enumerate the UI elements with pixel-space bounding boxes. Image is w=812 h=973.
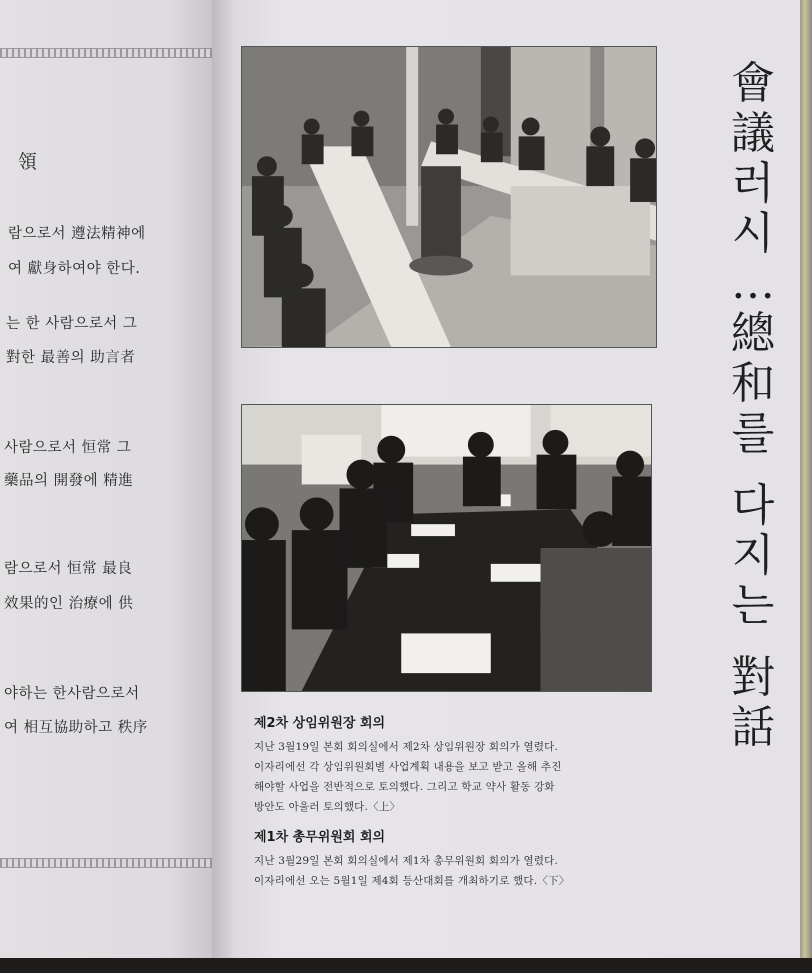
- title-char: 지: [731, 530, 775, 581]
- meeting-photo-bottom: [241, 404, 652, 692]
- title-char: 和: [731, 358, 775, 409]
- left-text-line: 여 相互協助하고 秩序: [4, 720, 148, 736]
- title-char: 러: [731, 158, 775, 209]
- caption-line: 해야할 사업을 전반적으로 토의했다. 그리고 학교 약사 활동 강화: [254, 781, 555, 793]
- title-char: 話: [731, 702, 775, 753]
- caption-line: 이자리에선 오는 5월1일 제4회 등산대회를 개최하기로 했다.〈下〉: [254, 875, 570, 887]
- decorative-border-top: [0, 48, 212, 58]
- decorative-border-bottom: [0, 858, 212, 868]
- caption-line: 이자리에선 각 상임위원회별 사업계획 내용을 보고 받고 올해 추진: [254, 761, 562, 773]
- title-char: 는: [731, 580, 775, 631]
- title-char: 會: [731, 58, 775, 109]
- title-char: 議: [731, 108, 775, 159]
- caption-general-affairs: [254, 826, 654, 891]
- title-char: 總: [731, 308, 775, 359]
- left-page: [0, 0, 212, 958]
- caption-heading: 제2차 상임위원장 회의: [254, 716, 386, 731]
- caption-line: 지난 3월29일 본회 회의실에서 제1차 총무위원회 회의가 열렸다.: [254, 855, 559, 867]
- left-page-heading: 領: [18, 151, 38, 173]
- left-text-line: 여 獻身하여야 한다.: [8, 261, 141, 277]
- title-char: 를: [731, 408, 775, 459]
- left-text-line: 사람으로서 恒常 그: [4, 440, 132, 456]
- title-char: 對: [731, 652, 775, 703]
- left-text-line: 藥品의 開發에 精進: [4, 473, 134, 489]
- left-text-line: 야하는 한사람으로서: [4, 686, 140, 702]
- left-text-line: 效果的인 治療에 供: [4, 596, 134, 612]
- meeting-photo-top: [241, 46, 657, 348]
- title-char: 시: [731, 208, 775, 259]
- left-text-line: 는 한 사람으로서 그: [6, 316, 138, 332]
- title-char: …: [731, 258, 775, 309]
- left-text-line: 람으로서 遵法精神에: [8, 226, 146, 242]
- caption-heading: 제1차 총무위원회 회의: [254, 830, 386, 845]
- title-char: 다: [731, 480, 775, 531]
- caption-line: 방안도 아울러 토의했다.〈上〉: [254, 801, 401, 813]
- scan-bottom-edge: [0, 958, 812, 973]
- left-text-line: 람으로서 恒常 最良: [4, 561, 133, 577]
- left-text-line: 對한 最善의 助言者: [6, 350, 136, 366]
- caption-line: 지난 3월19일 본회 회의실에서 제2차 상임위원장 회의가 열렸다.: [254, 741, 559, 753]
- page-edge: [800, 0, 812, 958]
- caption-standing-committee: [254, 712, 654, 817]
- vertical-title: [718, 58, 788, 756]
